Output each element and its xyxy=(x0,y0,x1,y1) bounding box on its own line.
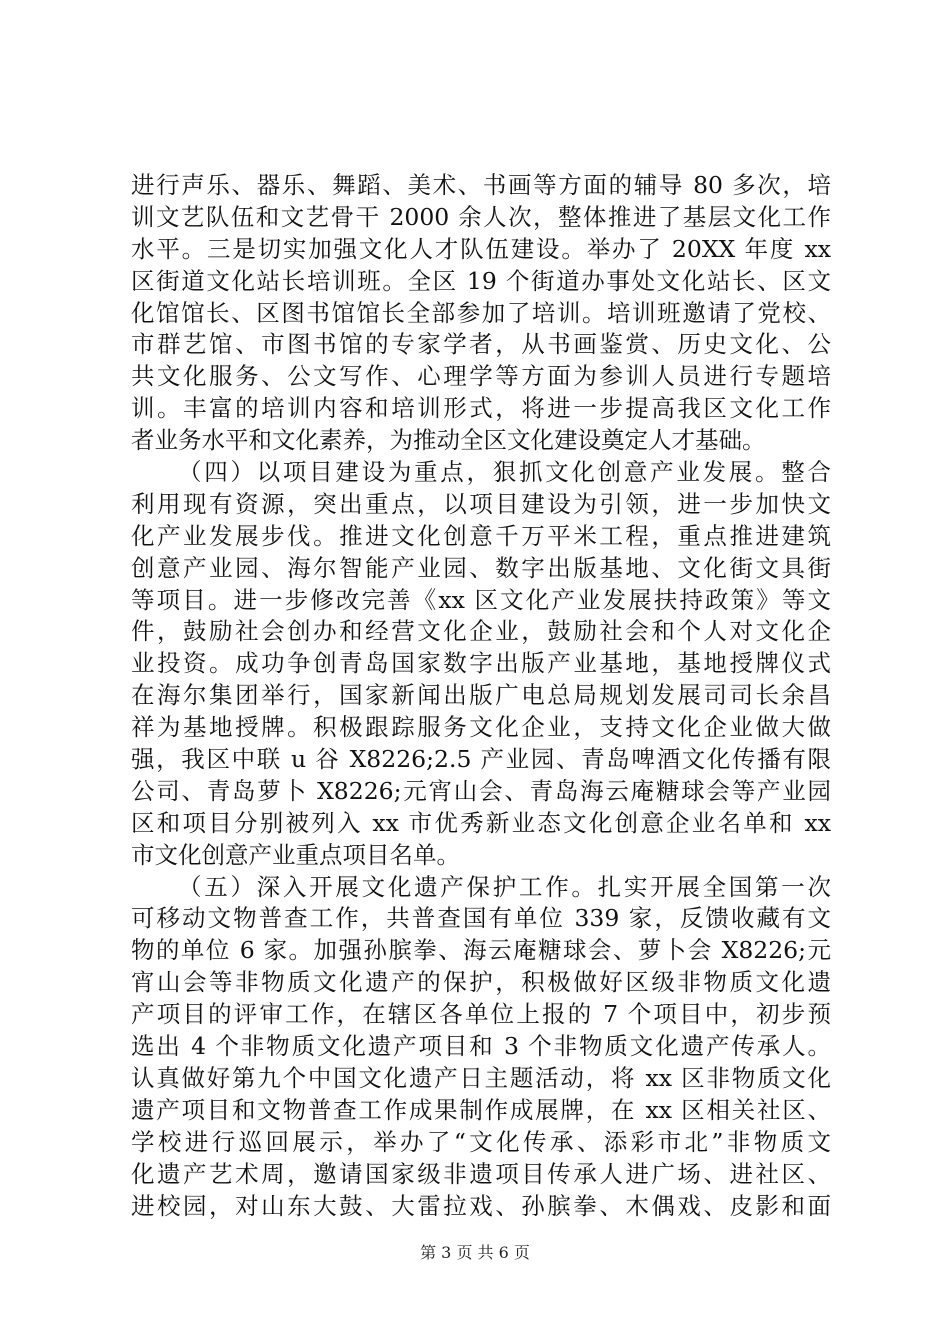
text-line: 选出 4 个非物质文化遗产项目和 3 个非物质文化遗产传承人。 xyxy=(131,1032,831,1061)
text-line: 产项目的评审工作，在辖区各单位上报的 7 个项目中，初步预 xyxy=(131,1000,831,1029)
body-text xyxy=(131,170,831,1222)
text-line: 认真做好第九个中国文化遗产日主题活动，将 xx 区非物质文化 xyxy=(131,1063,831,1092)
text-line: 化遗产艺术周，邀请国家级非遗项目传承人进广场、进社区、 xyxy=(131,1159,831,1188)
text-line: 学校进行巡回展示，举办了“文化传承、添彩市北”非物质文 xyxy=(131,1127,831,1156)
text-line: 在海尔集团举行，国家新闻出版广电总局规划发展司司长余昌 xyxy=(131,681,831,710)
text-line: 强，我区中联 u 谷 X8226;2.5 产业园、青岛啤酒文化传播有限 xyxy=(131,745,831,774)
text-line: 可移动文物普查工作，共普查国有单位 339 家，反馈收藏有文 xyxy=(131,904,831,933)
text-line: 遗产项目和文物普查工作成果制作成展牌，在 xx 区相关社区、 xyxy=(131,1095,831,1124)
text-line: 利用现有资源，突出重点，以项目建设为引领，进一步加快文 xyxy=(131,489,831,518)
text-line: 祥为基地授牌。积极跟踪服务文化企业，支持文化企业做大做 xyxy=(131,713,831,742)
text-line: 创意产业园、海尔智能产业园、数字出版基地、文化街文具街 xyxy=(131,553,831,582)
text-line: 进校园，对山东大鼓、大雷拉戏、孙膑拳、木偶戏、皮影和面 xyxy=(131,1191,831,1220)
text-line: 进行声乐、器乐、舞蹈、美术、书画等方面的辅导 80 多次，培 xyxy=(131,171,831,199)
paragraph-heading-line: （四）以项目建设为重点，狠抓文化创意产业发展。整合 xyxy=(178,458,831,487)
text-line: 化馆馆长、区图书馆馆长全部参加了培训。培训班邀请了党校、 xyxy=(131,298,831,327)
text-line: 共文化服务、公文写作、心理学等方面为参训人员进行专题培 xyxy=(131,362,831,391)
text-line: 件，鼓励社会创办和经营文化企业，鼓励社会和个人对文化企 xyxy=(131,617,831,646)
text-line: 化产业发展步伐。推进文化创意千万平米工程，重点推进建筑 xyxy=(131,521,831,550)
text-line: 区街道文化站长培训班。全区 19 个街道办事处文化站长、区文 xyxy=(131,266,831,295)
text-line: 市文化创意产业重点项目名单。 xyxy=(131,840,460,869)
text-line: 宵山会等非物质文化遗产的保护，积极做好区级非物质文化遗 xyxy=(131,968,831,997)
text-line: 水平。三是切实加强文化人才队伍建设。举办了 20XX 年度 xx xyxy=(131,234,831,263)
text-line: 训文艺队伍和文艺骨干 2000 余人次，整体推进了基层文化工作 xyxy=(131,202,831,231)
text-line: 物的单位 6 家。加强孙膑拳、海云庵糖球会、萝卜会 X8226;元 xyxy=(131,936,831,965)
text-line: 区和项目分别被列入 xx 市优秀新业态文化创意企业名单和 xx xyxy=(131,808,831,837)
text-line: 公司、青岛萝卜 X8226;元宵山会、青岛海云庵糖球会等产业园 xyxy=(131,776,831,805)
text-line: 等项目。进一步修改完善《xx 区文化产业发展扶持政策》等文 xyxy=(131,585,831,614)
page-number-footer: 第 3 页 共 6 页 xyxy=(420,1243,530,1262)
text-line: 训。丰富的培训内容和培训形式，将进一步提高我区文化工作 xyxy=(131,394,831,423)
paragraph-heading-line: （五）深入开展文化遗产保护工作。扎实开展全国第一次 xyxy=(178,872,831,901)
text-line: 市群艺馆、市图书馆的专家学者，从书画鉴赏、历史文化、公 xyxy=(131,330,831,359)
text-line: 者业务水平和文化素养，为推动全区文化建设奠定人才基础。 xyxy=(131,426,766,455)
text-line: 业投资。成功争创青岛国家数字出版产业基地，基地授牌仪式 xyxy=(131,649,831,678)
